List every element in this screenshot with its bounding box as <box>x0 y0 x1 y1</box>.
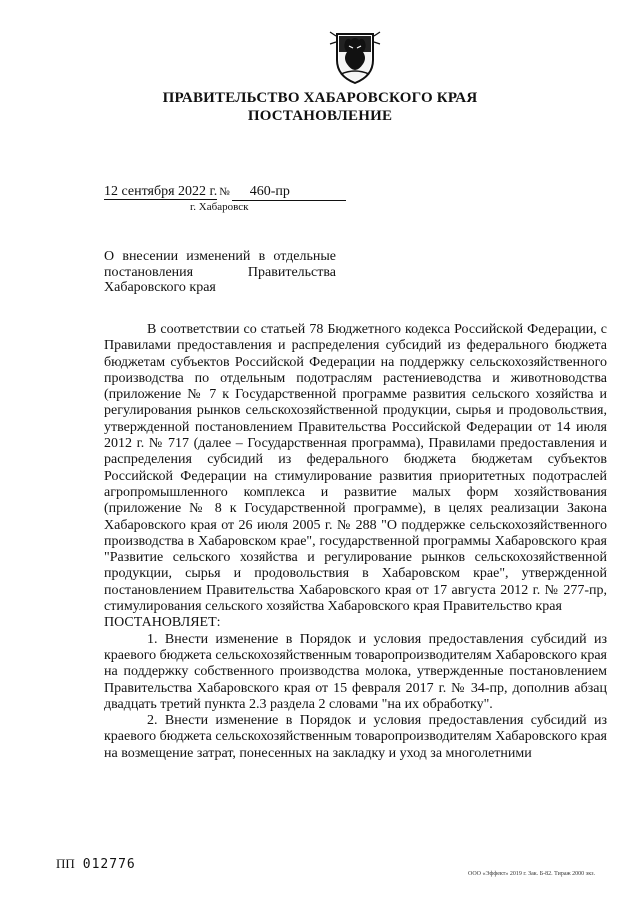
printer-imprint: ООО «Эффект» 2019 г. Зак. Б-82. Тираж 2000 экз. <box>468 871 595 877</box>
item-paragraph-2: 2. Внести изменение в Порядок и условия предоставления субсидий из краевого бюджета сельскохозяйственным товаропроизводителям Хабаровского края на возмещение затрат, понесенных на закладку и уход за многолетними <box>104 713 607 761</box>
subject-line: постановления Правительства <box>104 264 336 280</box>
subject-line: О внесении изменений в отдельные <box>104 249 336 264</box>
document-subject <box>104 249 336 296</box>
form-prefix: ПП <box>56 856 75 871</box>
document-type: ПОСТАНОВЛЕНИЕ <box>247 108 393 124</box>
date-number-line <box>104 184 346 201</box>
coat-of-arms-bear-icon <box>329 30 381 86</box>
subject-line: Хабаровского края <box>104 280 216 295</box>
document-date: 12 сентября 2022 г. <box>104 184 218 199</box>
form-serial <box>56 856 136 872</box>
preamble-paragraph: В соответствии со статьей 78 Бюджетного кодекса Российской Федерации, с Правилами предоставления и распределения субсидий из федерального бюджета бюджетам субъектов Российской Федерации на поддержку сельскохозяйственного производства по отдельным подотраслям растениеводства и животноводства (приложение № 7 к Государственной программе развития сельского хозяйства и регулирования рынков сельскохозяйственной продукции, сырья и продовольствия, утвержденной постановлением Правительства Российской Федерации от 14 июля 2012 г. № 717 (далее – Государственная программа), Правилами предоставления и распределения субсидий из федерального бюджета бюджетам субъектов Российской Федерации на стимулирование развития приоритетных подотраслей агропромышленного комплекса и развитие малых форм хозяйствования (приложение № 8 к Государственной программе), в целях реализации Закона Хабаровского края от 26 июля 2005 г. № 288 "О поддержке сельскохозяйственного производства в Хабаровском крае", государственной программы Хабаровского края "Развитие сельского хозяйства и регулирование рынков сельскохозяйственной продукции, сырья и продовольствия в Хабаровском крае", утвержденной постановлением Правительства Хабаровского края от 17 августа 2012 г. № 277-пр, стимулирования сельского хозяйства Хабаровского края Правительство края <box>104 322 607 615</box>
number-sign: № <box>219 186 230 198</box>
form-serial-number: 012776 <box>82 857 136 872</box>
item-paragraph-1: 1. Внести изменение в Порядок и условия предоставления субсидий из краевого бюджета сельскохозяйственным товаропроизводителям Хабаровского края на поддержку собственного производства молока, утвержденные постановлением Правительства Хабаровского края от 15 февраля 2017 г. № 34-пр, дополнив абзац двадцать третий пункта 2.3 раздела 2 словами "на их обработку". <box>104 631 607 712</box>
document-number: 460-пр <box>232 184 346 201</box>
decree-heading: ПОСТАНОВЛЯЕТ: <box>104 615 221 631</box>
government-title: ПРАВИТЕЛЬСТВО ХАБАРОВСКОГО КРАЯ <box>162 90 478 106</box>
city: г. Хабаровск <box>190 201 249 213</box>
document-body <box>104 322 607 762</box>
